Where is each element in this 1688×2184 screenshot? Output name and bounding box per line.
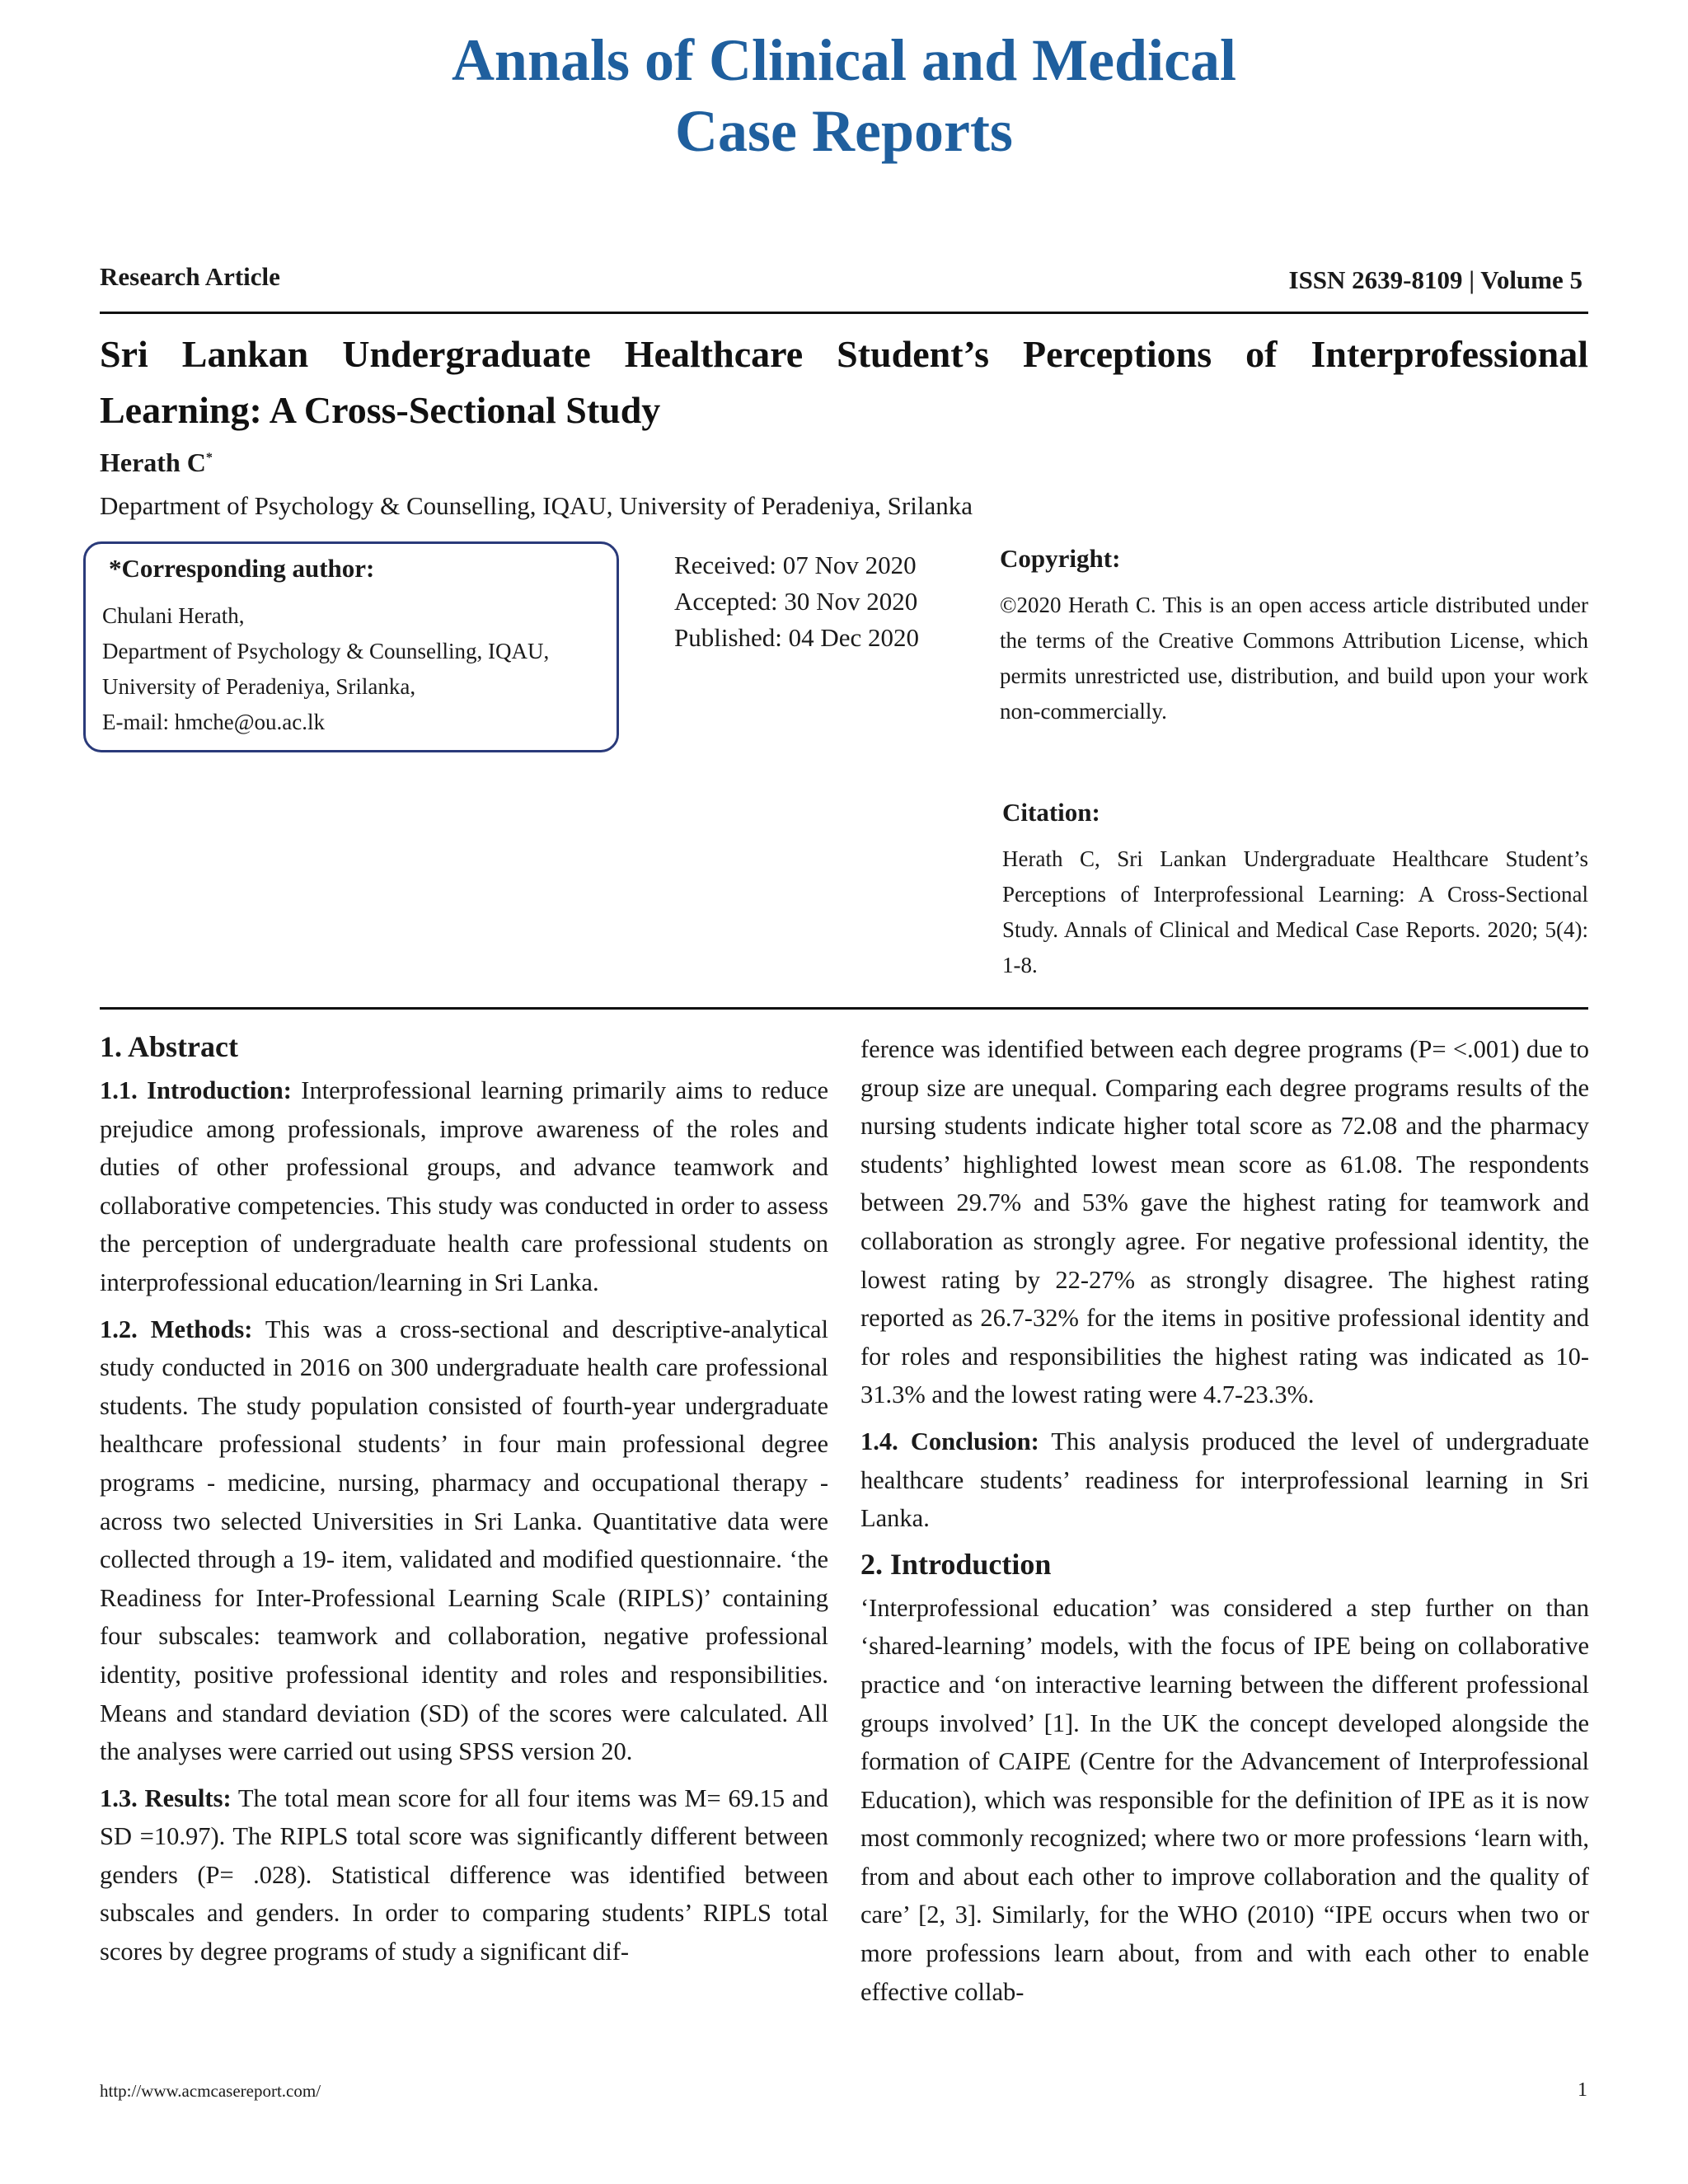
corresponding-department: Department of Psychology & Counselling, IQAU,	[102, 639, 550, 663]
author-name	[100, 448, 213, 478]
introduction-label: 1.1. Introduction:	[100, 1076, 292, 1104]
left-column	[100, 1029, 828, 1971]
copyright-heading: Copyright:	[1000, 544, 1121, 573]
methods-text: This was a cross-sectional and descriptive-analytical study conducted in 2016 on 300 undergraduate health care professional students. The study population consisted of fourth-year undergraduate healthcare professional students’ in four main professional degree programs - medicine, nursing, pharmacy and occupational therapy - across two selected Universities in Sri Lanka. Quantitative data were collected through a 19- item, validated and modified questionnaire. ‘the Readiness for Inter-Professional Learning Scale (RIPLS)’ containing four subscales: teamwork and collaboration, negative professional identity, positive professional identity and roles and responsibilities. Means and standard deviation (SD) of the scores were calculated. All the analyses were carried out using SPSS version 20.	[100, 1315, 828, 1766]
introduction-body: ‘Interprofessional education’ was considered a step further on than ‘shared-learning’ models, with the focus of IPE being on collaborative practice and ‘on interactive learning between the different professional groups involved’ [1]. In the UK the concept developed alongside the formation of CAIPE (Centre for the Advancement of Interprofessional Education), which was responsible for the definition of IPE as it is now most commonly recognized; where two or more professions ‘learn with, from and about each other to improve collaboration and the quality of care’ [2, 3]. Similarly, for the WHO (2010) “IPE occurs when two or more professions learn about, from and with each other to enable effective collab-	[860, 1593, 1589, 2006]
author-mark: *	[205, 451, 213, 465]
abstract-heading: 1. Abstract	[100, 1030, 238, 1063]
introduction-heading: 2. Introduction	[860, 1547, 1052, 1581]
journal-title	[0, 25, 1688, 166]
author-affiliation: Department of Psychology & Counselling, IQAU, University of Peradeniya, Srilanka	[100, 491, 973, 520]
conclusion-label: 1.4. Conclusion:	[860, 1427, 1039, 1455]
citation-text: Herath C, Sri Lankan Undergraduate Healthcare Student’s Perceptions of Interprofessional Learning: A Cross-Sectional Study. Annals of Clinical and Medical Case Reports. 2020; 5(4): 1-8.	[1002, 846, 1588, 977]
results-text: The total mean score for all four items was M= 69.15 and SD =10.97). The RIPLS total score was significantly different between genders (P= .028). Statistical difference was identified between subscales and genders. In order to comparing students’ RIPLS total scores by degree programs of study a significant dif-	[100, 1783, 828, 1966]
issn-volume: ISSN 2639-8109 | Volume 5	[1288, 265, 1582, 294]
publication-dates	[674, 547, 919, 656]
abstract-results	[100, 1779, 828, 1971]
corresponding-author-heading: *Corresponding author:	[109, 554, 375, 583]
citation-heading: Citation:	[1002, 798, 1100, 827]
received-date: Received: 07 Nov 2020	[674, 551, 917, 579]
corresponding-name: Chulani Herath,	[102, 603, 245, 628]
body-divider	[100, 1007, 1588, 1010]
abstract-methods	[100, 1310, 828, 1771]
header-divider	[100, 312, 1588, 314]
journal-title-line-1: Annals of Clinical and Medical	[451, 27, 1237, 93]
corresponding-email: E-mail: hmche@ou.ac.lk	[102, 710, 326, 734]
corresponding-university: University of Peradeniya, Srilanka,	[102, 674, 416, 699]
right-column	[860, 1030, 1589, 2011]
journal-title-line-2: Case Reports	[675, 98, 1013, 164]
page-number: 1	[1578, 2079, 1587, 2101]
abstract-conclusion	[860, 1422, 1589, 1538]
methods-label: 1.2. Methods:	[100, 1315, 253, 1343]
published-date: Published: 04 Dec 2020	[674, 623, 920, 652]
results-label: 1.3. Results:	[100, 1783, 232, 1812]
introduction-text: Interprofessional learning primarily aims to reduce prejudice among professionals, improve awareness of the roles and duties of other professional groups, and advance teamwork and collaborative competencies. This study was conducted in order to assess the perception of undergraduate health care professional students on interprofessional education/learning in Sri Lanka.	[100, 1076, 828, 1296]
conclusion-text: This analysis produced the level of undergraduate healthcare students’ readiness for interprofessional learning in Sri Lanka.	[860, 1427, 1589, 1533]
copyright-text: ©2020 Herath C. This is an open access article distributed under the terms of the Creative Commons Attribution License, which permits unrestricted use, distribution, and build upon your work non-commercially.	[1000, 593, 1588, 724]
footer-url[interactable]: http://www.acmcasereport.com/	[100, 2081, 321, 2101]
author-text: Herath C	[100, 448, 206, 477]
article-title: Sri Lankan Undergraduate Healthcare Student’s Perceptions of Interprofessional Learning: A Cross-Sectional Study	[100, 333, 1588, 431]
abstract-introduction	[100, 1071, 828, 1302]
corresponding-author-details	[102, 598, 549, 740]
article-type: Research Article	[100, 262, 280, 291]
results-continued: ference was identified between each degree programs (P= <.001) due to group size are unequal. Comparing each degree programs results of the nursing students indicate higher total score as 72.08 and the pharmacy students’ highlighted lowest mean score as 61.08. The respondents between 29.7% and 53% gave the highest rating for teamwork and collaboration as strongly agree. For negative professional identity, the lowest rating by 22-27% as strongly disagree. The highest rating reported as 26.7-32% for the items in positive professional identity and for roles and responsibilities the highest rating was indicated as 10-31.3% and the lowest rating were 4.7-23.3%.	[860, 1035, 1589, 1409]
accepted-date: Accepted: 30 Nov 2020	[674, 587, 918, 616]
